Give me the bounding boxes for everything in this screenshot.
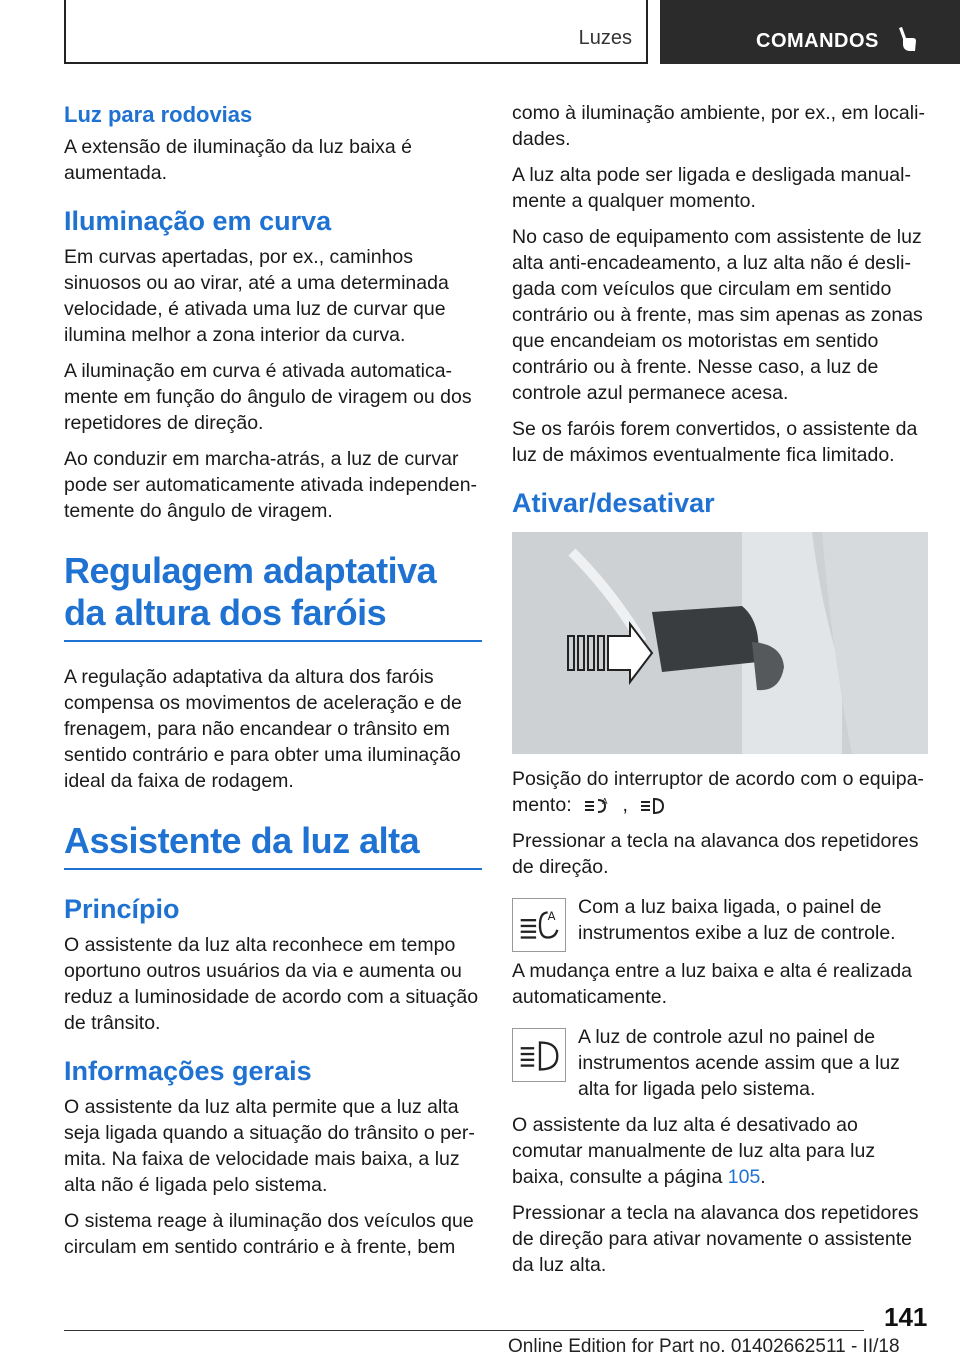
svg-text:A: A [547,909,556,924]
paragraph: A luz alta pode ser ligada e desligada manualmente a qualquer momento. [512,164,911,212]
high-beam-assistant-icon [512,898,566,952]
paragraph: A extensão de iluminação da luz baixa é aumentada. [64,136,412,184]
paragraph: A luz de controle azul no painel de instrumentos acende assim que a luz alta for ligada pelo sistema. [578,1026,900,1100]
paragraph: A iluminação em curva é ativada automaticamente em função do ângulo de viragem ou dos repetidores de direção. [64,360,472,434]
paragraph: como à iluminação ambiente, por ex., em localidades. [512,102,925,150]
heading-luz-rodovias: Luz para rodovias [64,102,253,127]
heading-assistente-luz-alta: Assistente da luz alta [64,820,482,870]
header-section-box [64,0,648,64]
heading-ativar-desativar: Ativar/desativar [512,488,715,518]
icon-row-high-beam [512,1024,930,1102]
paragraph: A mudança entre a luz baixa e alta é realizada automaticamente. [512,960,913,1008]
high-beam-icon [512,1028,566,1082]
paragraph: O assistente da luz alta reconhece em tempo oportuno outros usuários da via e aumenta ou reduz a luminosidade de acordo com a situação de trânsito. [64,934,479,1034]
paragraph: Em curvas apertadas, por ex., caminhos sinuosos ou ao virar, até a uma determinada velocidade, é ativada uma luz de curvar que ilumina melhor a zona interior da curva. [64,246,449,346]
header-chapter-box [660,0,960,64]
left-column [64,100,482,1270]
footer-divider [64,1330,864,1331]
paragraph: O assistente da luz alta permite que a luz alta seja ligada quando a situação do trânsito o permita. Na faixa de velocidade mais baixa, a luz alta não é ligada pelo sistema. [64,1096,475,1196]
heading-principio: Princípio [64,894,180,924]
comma: , [622,794,628,816]
paragraph: Ao conduzir em marcha-atrás, a luz de curvar pode ser automaticamente ativada independentemente do ângulo de viragem. [64,448,478,522]
page-link-105[interactable]: 105 [727,1166,761,1188]
pointing-hand-icon [894,26,918,54]
paragraph: Com a luz baixa ligada, o painel de instrumentos exibe a luz de controle. [578,896,896,944]
svg-text:A: A [602,796,608,806]
paragraph: Se os faróis forem convertidos, o assistente da luz de máximos eventualmente fica limitado. [512,418,918,466]
paragraph: Pressionar a tecla na alavanca dos repetidores de direção. [512,830,919,878]
high-beam-assistant-icon [583,795,611,817]
paragraph-desativado [512,1112,930,1190]
stalk-illustration [512,532,928,754]
paragraph: O sistema reage à iluminação dos veículos que circulam em sentido contrário e à frente, bem [64,1210,474,1258]
paragraph-posicao [512,766,930,818]
paragraph: No caso de equipamento com assistente de luz alta anti-encadeamento, a luz alta não é desligada com veículos que circulam em sentido contrário ou à frente, mas sim apenas as zonas que encandeiam os motoristas em sentido contrário ou à frente. Nesse caso, a luz de controle azul permanece acesa. [512,226,923,404]
posicao-text: Posição do interruptor de acordo com o equipamento: [512,768,924,816]
paragraph: A regulação adaptativa da altura dos faróis compensa os movimentos de aceleração e de frenagem, para não encandear o trânsito em sentido contrário e para obter uma iluminação ideal da faixa de rodagem. [64,666,462,792]
chapter-title: COMANDOS [756,30,879,52]
heading-informacoes-gerais: Informações gerais [64,1056,312,1086]
desativado-end: . [760,1166,766,1188]
edition-text: Online Edition for Part no. 01402662511 - II/18 [508,1336,900,1357]
icon-row-assistant [512,894,930,948]
paragraph: Pressionar a tecla na alavanca dos repetidores de direção para ativar novamente o assistente da luz alta. [512,1202,919,1276]
right-column [512,100,930,1288]
heading-regulagem: Regulagem adaptativa da altura dos faróis [64,550,482,642]
desativado-text: O assistente da luz alta é desativado ao comutar manualmente de luz alta para luz baixa, consulte a página [512,1114,876,1188]
high-beam-icon [639,795,667,817]
section-title: Luzes [578,27,632,49]
heading-iluminacao-curva: Iluminação em curva [64,206,332,236]
page-number: 141 [884,1302,928,1332]
